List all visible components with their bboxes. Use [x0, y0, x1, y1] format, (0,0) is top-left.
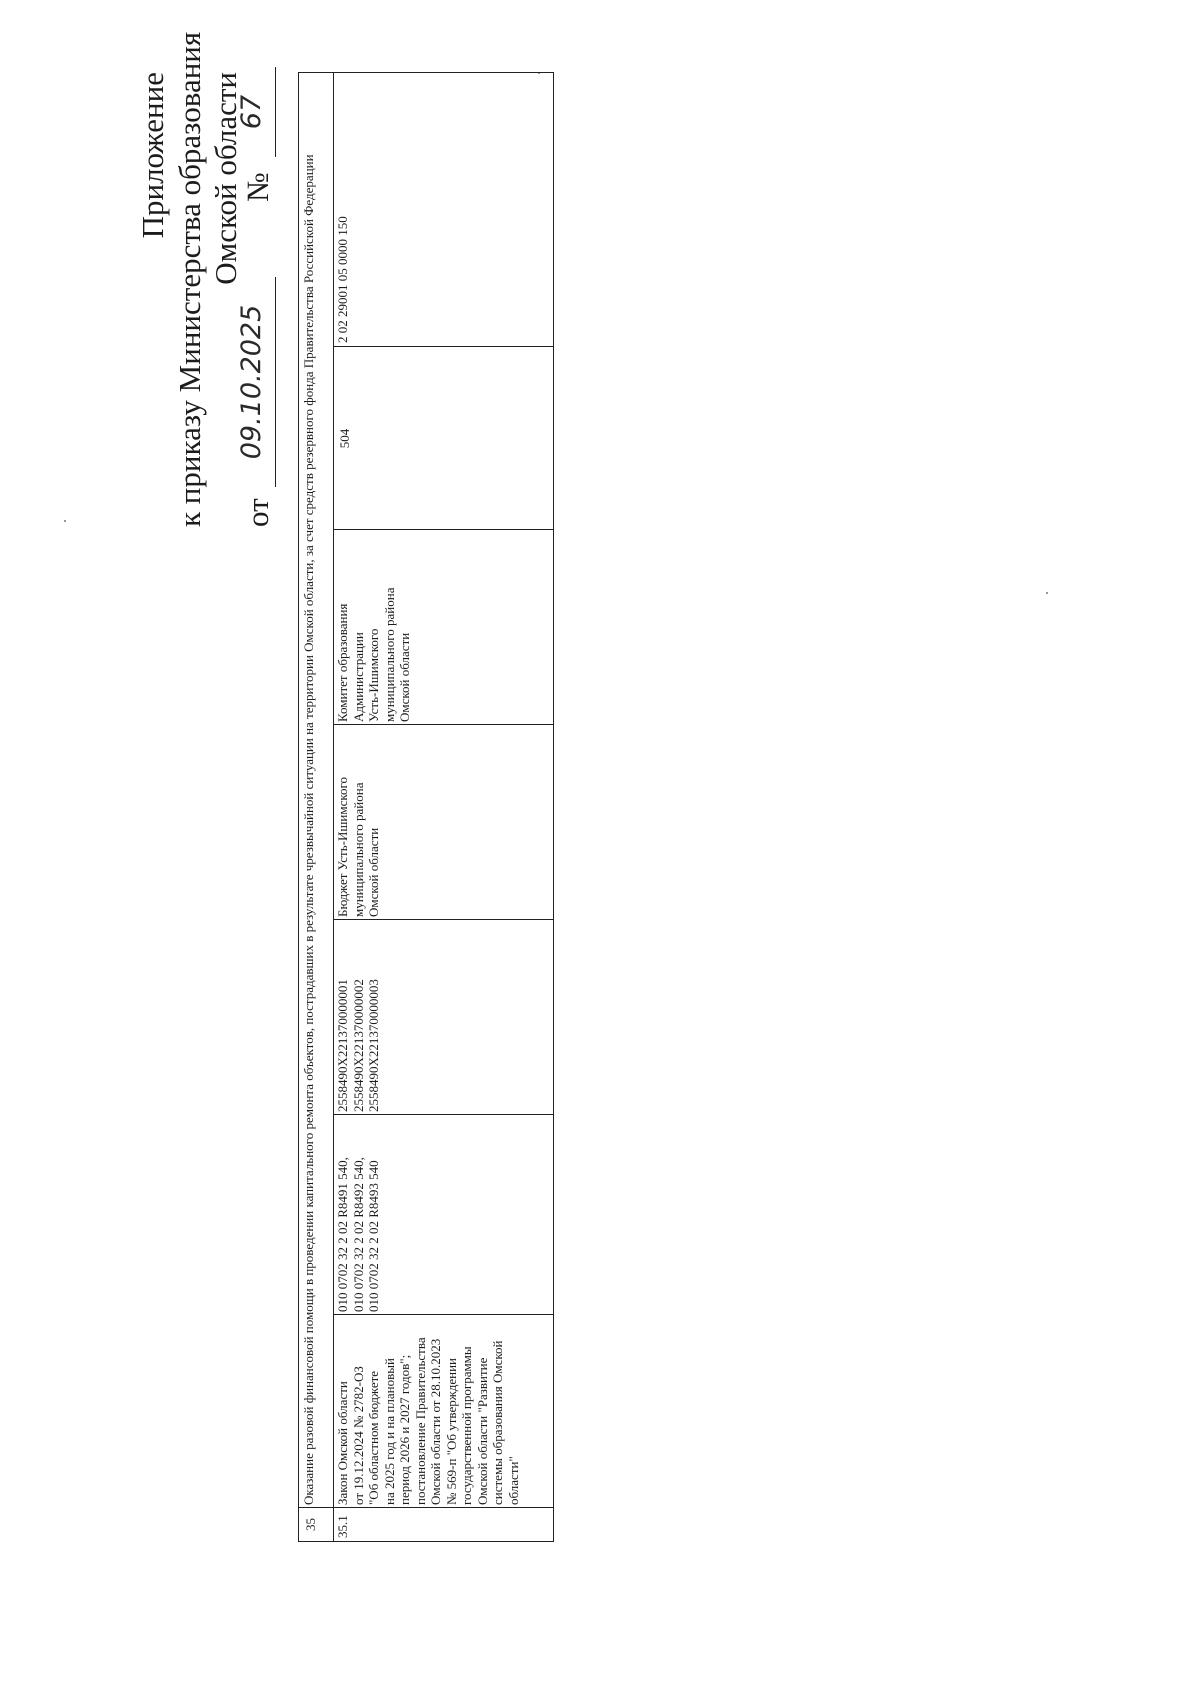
administrator-line: Администрации	[350, 632, 366, 722]
target-codes-cell	[333, 920, 553, 1115]
recipient-budget-line: муниципального района	[350, 782, 366, 917]
row-description: Оказание разовой финансовой помощи в проведении капитального ремонта объектов, пострадавших в результате чрезвычайной ситуации на территории Омской области, за счет средств резервного фонда Правительства Российской Федерации	[301, 154, 316, 1505]
appendix-order-ref: к приказу Министерства образования	[171, 31, 207, 527]
legal-basis-line: области"	[505, 1456, 521, 1505]
legal-basis-line: "Об областном бюджете	[366, 1370, 381, 1505]
administrator-line: Комитет образования	[335, 603, 350, 722]
date-underline	[275, 277, 276, 487]
order-date-handwritten: 09.10.2025	[236, 304, 267, 460]
appendix-region: Омской области	[208, 72, 244, 285]
row-number: 35.1	[335, 1515, 350, 1538]
date-prefix: от	[240, 498, 275, 527]
kbk-line: 010 0702 32 2 02 R8492 540,	[350, 1157, 366, 1312]
recipient-budget-line: Омской области	[366, 827, 381, 917]
legal-basis-cell	[333, 1315, 553, 1508]
rotated-content	[0, 7, 1200, 1697]
table-row-35-1	[333, 73, 553, 1541]
recipient-budget-line: Бюджет Усть-Ишимского	[335, 776, 350, 917]
number-underline	[275, 67, 276, 157]
administrator-line: Омской области	[397, 632, 412, 722]
target-code-line: 2558490X221370000002	[350, 979, 366, 1112]
administrator-line: муниципального района	[381, 587, 397, 722]
legal-basis-line: на 2025 год и на плановый	[381, 1358, 397, 1505]
number-label: №	[240, 172, 275, 202]
target-code-line: 2558490X221370000001	[335, 979, 350, 1112]
data-table	[298, 72, 554, 1542]
table-row-35	[299, 73, 334, 1541]
kbk-line: 010 0702 32 2 02 R8491 540,	[335, 1157, 350, 1312]
legal-basis-line: № 569-п "Об утверждении	[443, 1358, 459, 1505]
administrator-line: Усть-Ишимского	[366, 628, 381, 722]
legal-basis-line: государственной программы	[459, 1346, 474, 1505]
kbk-cell	[333, 1115, 553, 1315]
recipient-budget-cell	[333, 725, 553, 920]
legal-basis-line: период 2026 и 2027 годов";	[397, 1354, 412, 1505]
legal-basis-line: Омской области от 28.10.2023	[428, 1338, 443, 1505]
legal-basis-line: от 19.12.2024 № 2782-ОЗ	[350, 1366, 366, 1505]
administrator-code-cell: 504	[337, 428, 352, 449]
order-number-handwritten: 67	[236, 94, 267, 130]
target-code-line: 2558490X221370000003	[366, 979, 381, 1112]
appendix-title: Приложение	[135, 72, 170, 239]
legal-basis-line: системы образования Омской	[490, 1340, 505, 1505]
legal-basis-line: постановление Правительства	[412, 1337, 428, 1505]
order-date-number	[236, 72, 280, 527]
legal-basis-line: Омской области "Развитие	[474, 1357, 490, 1505]
administrator-cell	[333, 530, 553, 725]
appendix-header	[135, 31, 245, 527]
income-code-cell: 2 02 29001 05 0000 150	[335, 216, 350, 343]
legal-basis-line: Закон Омской области	[335, 1381, 350, 1505]
kbk-line: 010 0702 32 2 02 R8493 540	[366, 1160, 381, 1312]
row-number: 35	[303, 1518, 318, 1531]
